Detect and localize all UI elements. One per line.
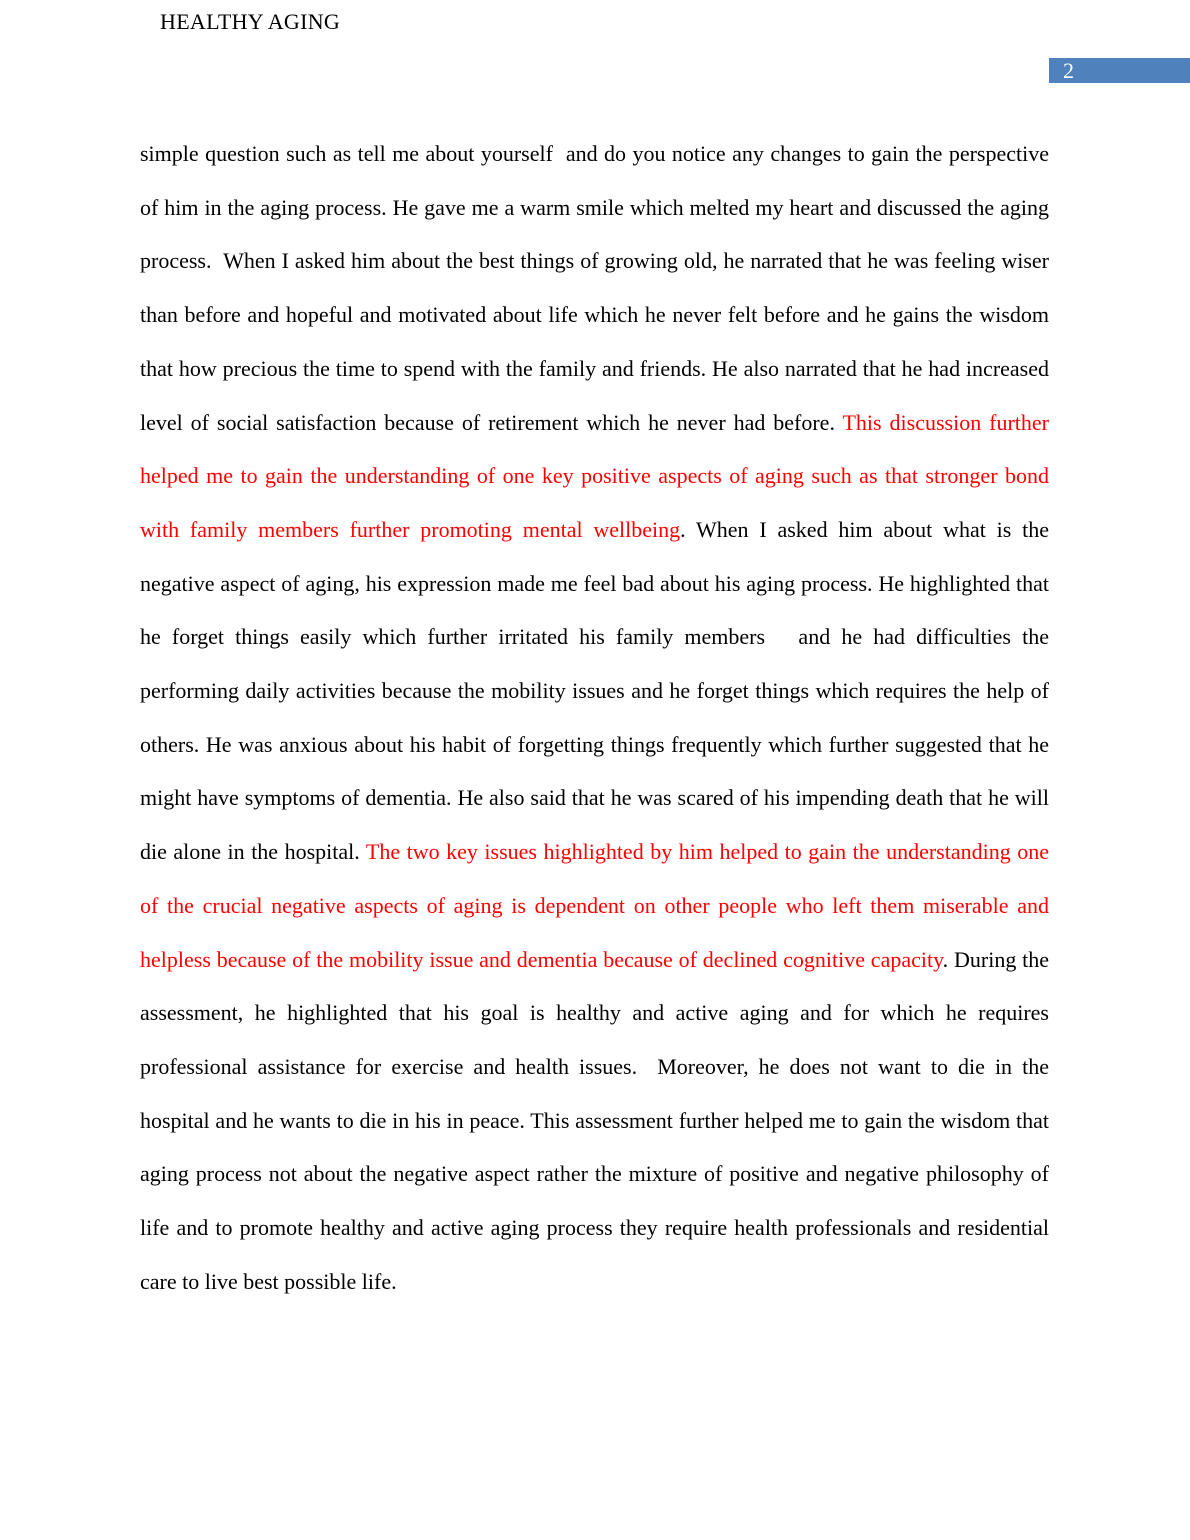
paragraph-text-1: simple question such as tell me about yourself and do you notice any changes to gain the perspective of him in the aging process. He gave me a warm smile which melted my heart and discussed the aging process. When I asked him about the best things of growing old, he narrated that he was feeling wiser than before and hopeful and motivated about life which he never felt before and he gains the wisdom that how precious the time to spend with the family and friends. He also narrated that he had increased level of social satisfaction because of retirement which he never had before.	[140, 141, 1049, 435]
highlighted-text-positive-aspects: This discussion further helped me to gain the understanding of one key positive aspects of aging such as that stronger bond with family members further promoting mental wellbeing	[140, 409, 1049, 542]
paragraph-text-3: . During the assessment, he highlighted that his goal is healthy and active aging and for which he requires professional assistance for exercise and health issues. Moreover, he does not want to die in the hospital and he wants to die in his in peace. This assessment further helped me to gain the wisdom that aging process not about the negative aspect rather the mixture of positive and negative philosophy of life and to promote healthy and active aging process they require health professionals and residential care to live best possible life.	[140, 946, 1050, 1294]
running-head: HEALTHY AGING	[160, 9, 341, 34]
paragraph-text-2: . When I asked him about what is the negative aspect of aging, his expression made me feel bad about his aging process. He highlighted that he forget things easily which further irritated his family members and he had difficulties the performing daily activities because the mobility issues and he forget things which requires the help of others. He was anxious about his habit of forgetting things frequently which further suggested that he might have symptoms of dementia. He also said that he was scared of his impending death that he will die alone in the hospital.	[140, 516, 1049, 865]
page-number-bar	[1049, 58, 1190, 83]
highlighted-text-negative-aspects: The two key issues highlighted by him helped to gain the understanding one of the crucial negative aspects of aging is dependent on other people who left them miserable and helpless because of the mobility issue and dementia because of declined cognitive capacity	[140, 839, 1049, 972]
page-number: 2	[1063, 58, 1074, 83]
body-paragraph	[140, 127, 1049, 1308]
